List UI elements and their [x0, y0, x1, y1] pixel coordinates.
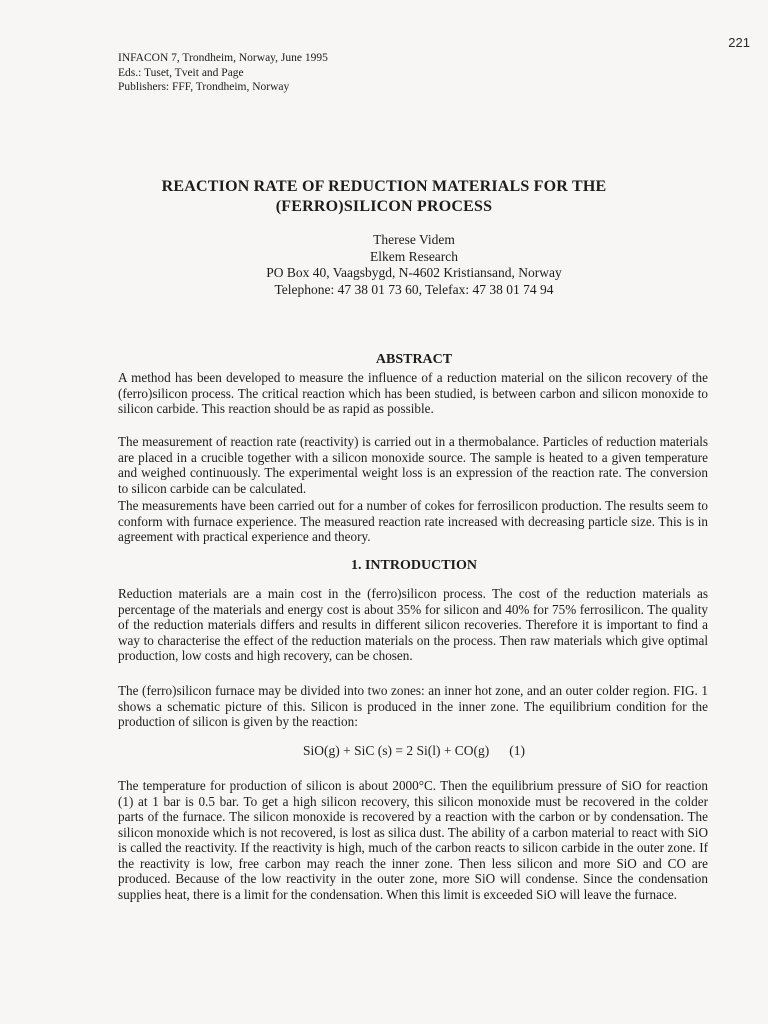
- conference-line: INFACON 7, Trondheim, Norway, June 1995: [118, 52, 328, 64]
- introduction-paragraph-2: The (ferro)silicon furnace may be divided into two zones: an inner hot zone, and an outer colder region. FIG. 1 shows a schematic picture of this. Silicon is produced in the inner zone. The equilibrium condition for the production of silicon is given by the reaction:: [118, 683, 708, 729]
- abstract-paragraph-2: The measurement of reaction rate (reactivity) is carried out in a thermobalance. Particles of reduction materials are placed in a crucible together with a silicon monoxide source. The sample is heated to a given temperature and weighed continuously. The experimental weight loss is an expression of the reaction rate. The conversion to silicon carbide can be calculated.: [118, 434, 708, 496]
- conference-info: [118, 51, 328, 95]
- title-line-2: (FERRO)SILICON PROCESS: [275, 198, 493, 215]
- author-affiliation: Elkem Research: [369, 248, 459, 264]
- abstract-paragraph-3: The measurements have been carried out for a number of cokes for ferrosilicon production. The results seem to conform with furnace experience. The measured reaction rate increased with decreasing particle size. This is in agreement with practical experience and theory.: [118, 498, 708, 544]
- introduction-paragraph-3: The temperature for production of silicon is about 2000°C. Then the equilibrium pressure of SiO for reaction (1) at 1 bar is 0.5 bar. To get a high silicon recovery, this silicon monoxide must be recovered in the colder parts of the furnace. The silicon monoxide is recovered by a reaction with the carbon or by condensation. The silicon monoxide which is not recovered, is lost as silica dust. The ability of a carbon material to react with SiO is called the reactivity. If the reactivity is high, much of the carbon reacts to silicon carbide in the outer zone. If the reactivity is low, free carbon may reach the inner zone. Then less silicon and more SiO and CO are produced. Because of the low reactivity in the outer zone, more SiO will condense. Since the condensation supplies heat, there is a limit for the condensation. When this limit is exceeded SiO will leave the furnace.: [118, 778, 708, 902]
- paper-title: [0, 177, 768, 217]
- equation-text: SiO(g) + SiC (s) = 2 Si(l) + CO(g): [302, 743, 490, 758]
- title-line-1: REACTION RATE OF REDUCTION MATERIALS FOR THE: [161, 178, 607, 195]
- equation-1: [0, 743, 768, 759]
- author-name: Therese Videm: [373, 232, 455, 247]
- page-number: 221: [728, 35, 750, 50]
- introduction-heading: 1. INTRODUCTION: [350, 558, 477, 573]
- author-address: PO Box 40, Vaagsbygd, N-4602 Kristiansand, Norway: [266, 265, 562, 280]
- abstract-paragraph-1: A method has been developed to measure the influence of a reduction material on the silicon recovery of the (ferro)silicon process. The critical reaction which has been studied, is between carbon and silicon monoxide to silicon carbide. This reaction should be as rapid as possible.: [118, 370, 708, 416]
- equation-number: (1): [509, 743, 526, 758]
- author-block: [0, 232, 768, 298]
- author-contact: Telephone: 47 38 01 73 60, Telefax: 47 38 01 74 94: [274, 281, 554, 297]
- publishers-line: Publishers: FFF, Trondheim, Norway: [118, 81, 290, 93]
- editors-line: Eds.: Tuset, Tveit and Page: [118, 66, 244, 79]
- abstract-heading: ABSTRACT: [375, 352, 453, 367]
- introduction-paragraph-1: Reduction materials are a main cost in the (ferro)silicon process. The cost of the reduction materials as percentage of the materials and energy cost is about 35% for silicon and 40% for 75% ferrosilicon. The quality of the reduction materials differs and results in different silicon recoveries. Therefore it is important to find a way to characterise the effect of the reduction materials on the process. Then raw materials which give optimal production, low costs and high recovery, can be chosen.: [118, 586, 708, 663]
